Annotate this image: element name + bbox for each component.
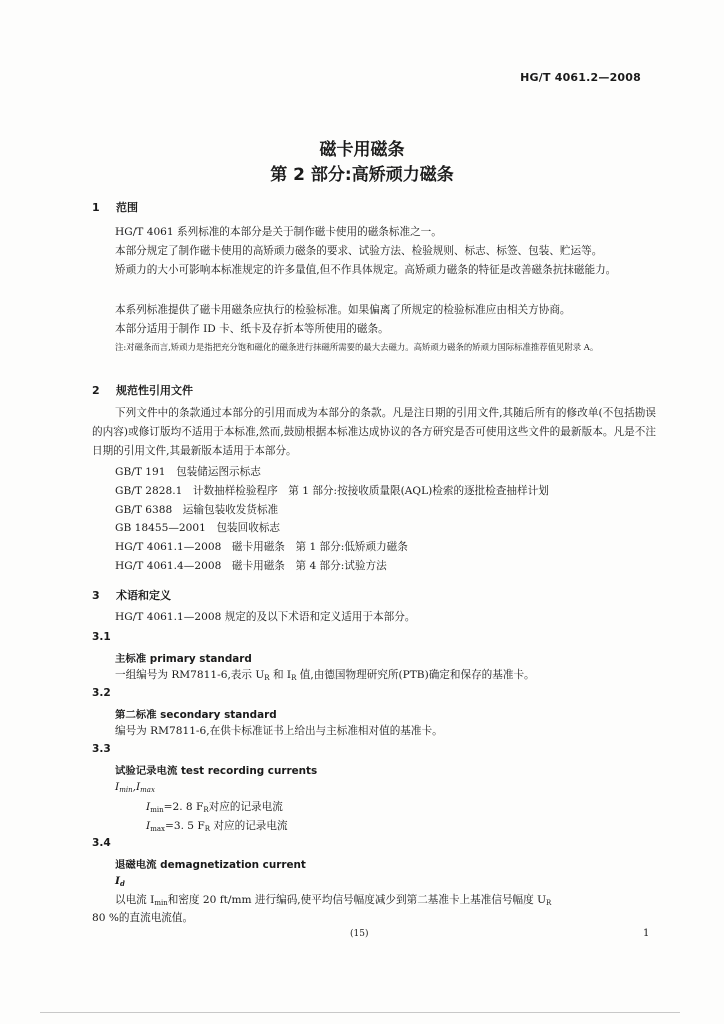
- symbol: I: [146, 820, 151, 832]
- section-2-heading: [92, 382, 193, 398]
- definition-text: 一组编号为 RM7811-6,表示 U: [115, 669, 265, 681]
- section-title: 规范性引用文件: [116, 384, 193, 397]
- section-number: 2: [92, 384, 100, 397]
- term-test-recording-currents: 试验记录电流 test recording currents: [115, 765, 318, 777]
- formula-text: 对应的记录电流: [208, 801, 283, 813]
- subscript: min: [150, 806, 164, 814]
- section-title: 范围: [116, 201, 138, 214]
- scope-para-5: 本部分适用于制作 ID 卡、纸卡及存折本等所使用的磁条。: [115, 323, 389, 335]
- reference-item: GB/T 6388 运输包装收发货标准: [115, 504, 279, 516]
- symbol-id: [115, 874, 125, 891]
- formula-imin: [146, 800, 283, 817]
- term-demagnetization-current: 退磁电流 demagnetization current: [115, 859, 306, 871]
- subscript: max: [140, 786, 155, 794]
- reference-item: GB/T 191 包装储运图示标志: [115, 466, 261, 478]
- terms-intro: HG/T 4061.1—2008 规定的及以下术语和定义适用于本部分。: [115, 611, 416, 623]
- section-number: 3: [92, 589, 100, 602]
- symbol: I: [115, 875, 120, 887]
- definition-secondary-standard: 编号为 RM7811-6,在供卡标准证书上给出与主标准相对值的基准卡。: [115, 725, 443, 737]
- section-1-heading: [92, 199, 138, 215]
- symbol: I: [115, 781, 120, 793]
- reference-item: HG/T 4061.1—2008 磁卡用磁条 第 1 部分:低矫顽力磁条: [115, 541, 408, 553]
- symbol-imin-imax: [115, 780, 155, 797]
- subscript: R: [203, 806, 209, 814]
- main-title: 磁卡用磁条: [319, 140, 405, 160]
- standard-code: HG/T 4061.2—2008: [520, 71, 641, 84]
- subscript: R: [204, 825, 211, 833]
- formula-text: 对应的记录电流: [210, 820, 288, 832]
- formula-text: =3. 5 F: [164, 820, 205, 832]
- reference-item: HG/T 4061.4—2008 磁卡用磁条 第 4 部分:试验方法: [115, 560, 387, 572]
- subscript: min: [154, 899, 168, 907]
- definition-primary-standard: [115, 668, 535, 685]
- page-number: 1: [643, 928, 650, 939]
- definition-demagnetization-line1: [115, 893, 551, 910]
- subscript: R: [264, 674, 270, 682]
- subscript: min: [119, 786, 133, 794]
- scope-para-2: 本部分规定了制作磁卡使用的高矫顽力磁条的要求、试验方法、检验规则、标志、标签、包装、贮运等。: [115, 245, 603, 257]
- term-secondary-standard: 第二标准 secondary standard: [115, 709, 277, 721]
- clause-3-4-number: 3.4: [92, 837, 111, 849]
- section-number: 1: [92, 201, 100, 214]
- normative-intro: 下列文件中的条款通过本部分的引用而成为本部分的条款。凡是注日期的引用文件,其随后所有的修改单(不包括勘误的内容)或修订版均不适用于本标准,然而,鼓励根据本标准达成协议的各方研究是否可使用这些文件的最新版本。凡是不注日期的引用文件,其最新版本适用于本部分。: [92, 407, 656, 457]
- subscript: d: [119, 879, 125, 888]
- definition-text: 以电流 I: [115, 894, 155, 906]
- scope-para-3: 矫顽力的大小可影响本标准规定的许多量值,但不作具体规定。高矫顽力磁条的特征是改善磁条抗抹磁能力。: [115, 264, 617, 276]
- clause-3-3-number: 3.3: [92, 743, 111, 755]
- definition-text: 值,由德国物理研究所(PTB)确定和保存的基准卡。: [296, 669, 535, 681]
- clause-3-2-number: 3.2: [92, 687, 111, 699]
- subscript: R: [546, 899, 552, 907]
- symbol: I: [146, 801, 151, 813]
- reference-item: GB/T 2828.1 计数抽样检验程序 第 1 部分:按接收质量限(AQL)检索的逐批检查抽样计划: [115, 485, 549, 497]
- scope-para-4: 本系列标准提供了磁卡用磁条应执行的检验标准。如果偏离了所规定的检验标准应由相关方协商。: [115, 304, 571, 316]
- scope-note: 注:对磁条而言,矫顽力是指把充分饱和磁化的磁条进行抹磁所需要的最大去磁力。高矫顽力磁条的矫顽力国际标准推荐值见附录 A。: [115, 342, 599, 352]
- subscript: max: [150, 825, 165, 833]
- section-3-heading: [92, 587, 171, 603]
- section-title: 术语和定义: [116, 589, 171, 602]
- scan-edge-line: [40, 1012, 680, 1013]
- formula-text: =2. 8 F: [163, 801, 204, 813]
- reference-item: GB 18455—2001 包装回收标志: [115, 522, 281, 534]
- definition-text: 和密度 20 ft/mm 进行编码,使平均信号幅度减少到第二基准卡上基准信号幅度 U: [167, 894, 547, 906]
- definition-demagnetization-line2: 80 %的直流电流值。: [92, 912, 194, 924]
- symbol: ,I: [132, 781, 141, 793]
- page-number-paren: (15): [350, 929, 369, 939]
- sub-title: 第 2 部分:高矫顽力磁条: [270, 165, 454, 185]
- definition-text: 和 I: [269, 669, 292, 681]
- clause-3-1-number: 3.1: [92, 631, 111, 643]
- scope-para-1: HG/T 4061 系列标准的本部分是关于制作磁卡使用的磁条标准之一。: [115, 226, 442, 238]
- subscript: R: [291, 674, 297, 682]
- term-primary-standard: 主标准 primary standard: [115, 653, 252, 665]
- formula-imax: [146, 819, 288, 836]
